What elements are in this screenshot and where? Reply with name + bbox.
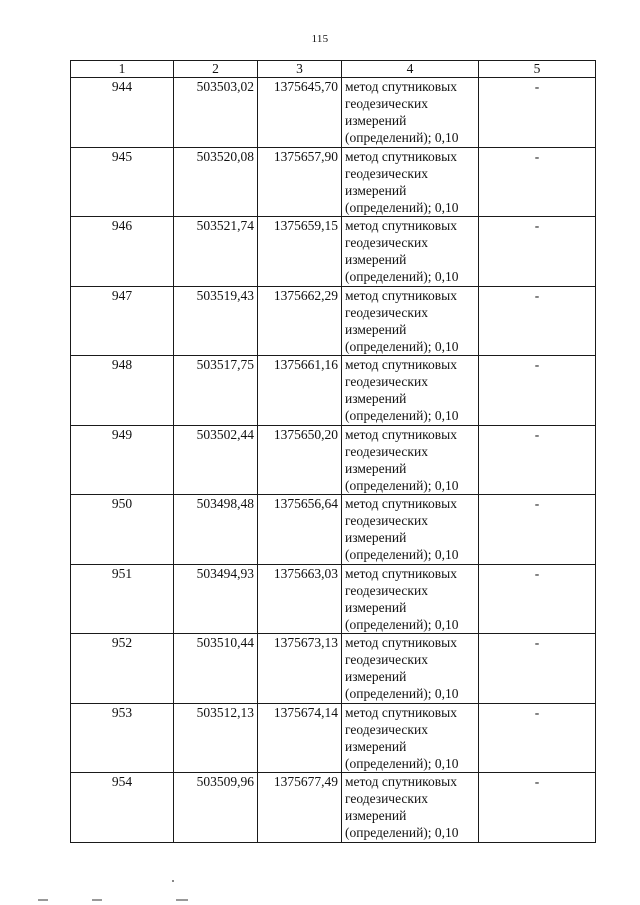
y-coordinate-cell: 1375656,64 xyxy=(258,495,342,565)
x-coordinate-cell: 503502,44 xyxy=(174,425,258,495)
y-coordinate-cell: 1375662,29 xyxy=(258,286,342,356)
point-number-cell: 949 xyxy=(71,425,174,495)
table-row xyxy=(71,147,596,217)
y-coordinate-cell: 1375663,03 xyxy=(258,564,342,634)
point-number-cell: 950 xyxy=(71,495,174,565)
method-accuracy-cell: метод спутниковых геодезических измерений (определений); 0,10 xyxy=(342,703,479,773)
point-number-cell: 947 xyxy=(71,286,174,356)
column-header-5: 5 xyxy=(479,61,596,78)
method-accuracy-cell: метод спутниковых геодезических измерений (определений); 0,10 xyxy=(342,78,479,148)
point-number-cell: 948 xyxy=(71,356,174,426)
x-coordinate-cell: 503512,13 xyxy=(174,703,258,773)
scan-speck xyxy=(172,880,174,882)
column-header-1: 1 xyxy=(71,61,174,78)
method-accuracy-cell: метод спутниковых геодезических измерений (определений); 0,10 xyxy=(342,495,479,565)
x-coordinate-cell: 503509,96 xyxy=(174,773,258,843)
note-cell: - xyxy=(479,495,596,565)
table-body xyxy=(71,78,596,843)
note-cell: - xyxy=(479,78,596,148)
footer-scan-marks xyxy=(30,892,230,902)
x-coordinate-cell: 503520,08 xyxy=(174,147,258,217)
y-coordinate-cell: 1375661,16 xyxy=(258,356,342,426)
table-row xyxy=(71,495,596,565)
table-row xyxy=(71,356,596,426)
x-coordinate-cell: 503498,48 xyxy=(174,495,258,565)
y-coordinate-cell: 1375659,15 xyxy=(258,217,342,287)
note-cell: - xyxy=(479,703,596,773)
point-number-cell: 952 xyxy=(71,634,174,704)
table-header-row xyxy=(71,61,596,78)
table-row xyxy=(71,773,596,843)
method-accuracy-cell: метод спутниковых геодезических измерений (определений); 0,10 xyxy=(342,425,479,495)
table-row xyxy=(71,286,596,356)
y-coordinate-cell: 1375657,90 xyxy=(258,147,342,217)
method-accuracy-cell: метод спутниковых геодезических измерений (определений); 0,10 xyxy=(342,564,479,634)
column-header-4: 4 xyxy=(342,61,479,78)
table-row xyxy=(71,703,596,773)
method-accuracy-cell: метод спутниковых геодезических измерений (определений); 0,10 xyxy=(342,773,479,843)
method-accuracy-cell: метод спутниковых геодезических измерений (определений); 0,10 xyxy=(342,634,479,704)
x-coordinate-cell: 503510,44 xyxy=(174,634,258,704)
note-cell: - xyxy=(479,564,596,634)
point-number-cell: 946 xyxy=(71,217,174,287)
y-coordinate-cell: 1375677,49 xyxy=(258,773,342,843)
y-coordinate-cell: 1375650,20 xyxy=(258,425,342,495)
column-header-2: 2 xyxy=(174,61,258,78)
x-coordinate-cell: 503517,75 xyxy=(174,356,258,426)
point-number-cell: 951 xyxy=(71,564,174,634)
note-cell: - xyxy=(479,425,596,495)
x-coordinate-cell: 503519,43 xyxy=(174,286,258,356)
method-accuracy-cell: метод спутниковых геодезических измерений (определений); 0,10 xyxy=(342,217,479,287)
point-number-cell: 954 xyxy=(71,773,174,843)
method-accuracy-cell: метод спутниковых геодезических измерений (определений); 0,10 xyxy=(342,356,479,426)
method-accuracy-cell: метод спутниковых геодезических измерений (определений); 0,10 xyxy=(342,286,479,356)
x-coordinate-cell: 503503,02 xyxy=(174,78,258,148)
point-number-cell: 953 xyxy=(71,703,174,773)
page-number: 115 xyxy=(311,33,329,45)
note-cell: - xyxy=(479,773,596,843)
table-row xyxy=(71,634,596,704)
y-coordinate-cell: 1375645,70 xyxy=(258,78,342,148)
table-row xyxy=(71,564,596,634)
point-number-cell: 944 xyxy=(71,78,174,148)
point-number-cell: 945 xyxy=(71,147,174,217)
table-row xyxy=(71,78,596,148)
x-coordinate-cell: 503521,74 xyxy=(174,217,258,287)
note-cell: - xyxy=(479,217,596,287)
method-accuracy-cell: метод спутниковых геодезических измерений (определений); 0,10 xyxy=(342,147,479,217)
table-row xyxy=(71,425,596,495)
table-row xyxy=(71,217,596,287)
x-coordinate-cell: 503494,93 xyxy=(174,564,258,634)
y-coordinate-cell: 1375674,14 xyxy=(258,703,342,773)
note-cell: - xyxy=(479,356,596,426)
note-cell: - xyxy=(479,634,596,704)
note-cell: - xyxy=(479,286,596,356)
column-header-3: 3 xyxy=(258,61,342,78)
note-cell: - xyxy=(479,147,596,217)
coordinates-table xyxy=(70,60,596,843)
y-coordinate-cell: 1375673,13 xyxy=(258,634,342,704)
